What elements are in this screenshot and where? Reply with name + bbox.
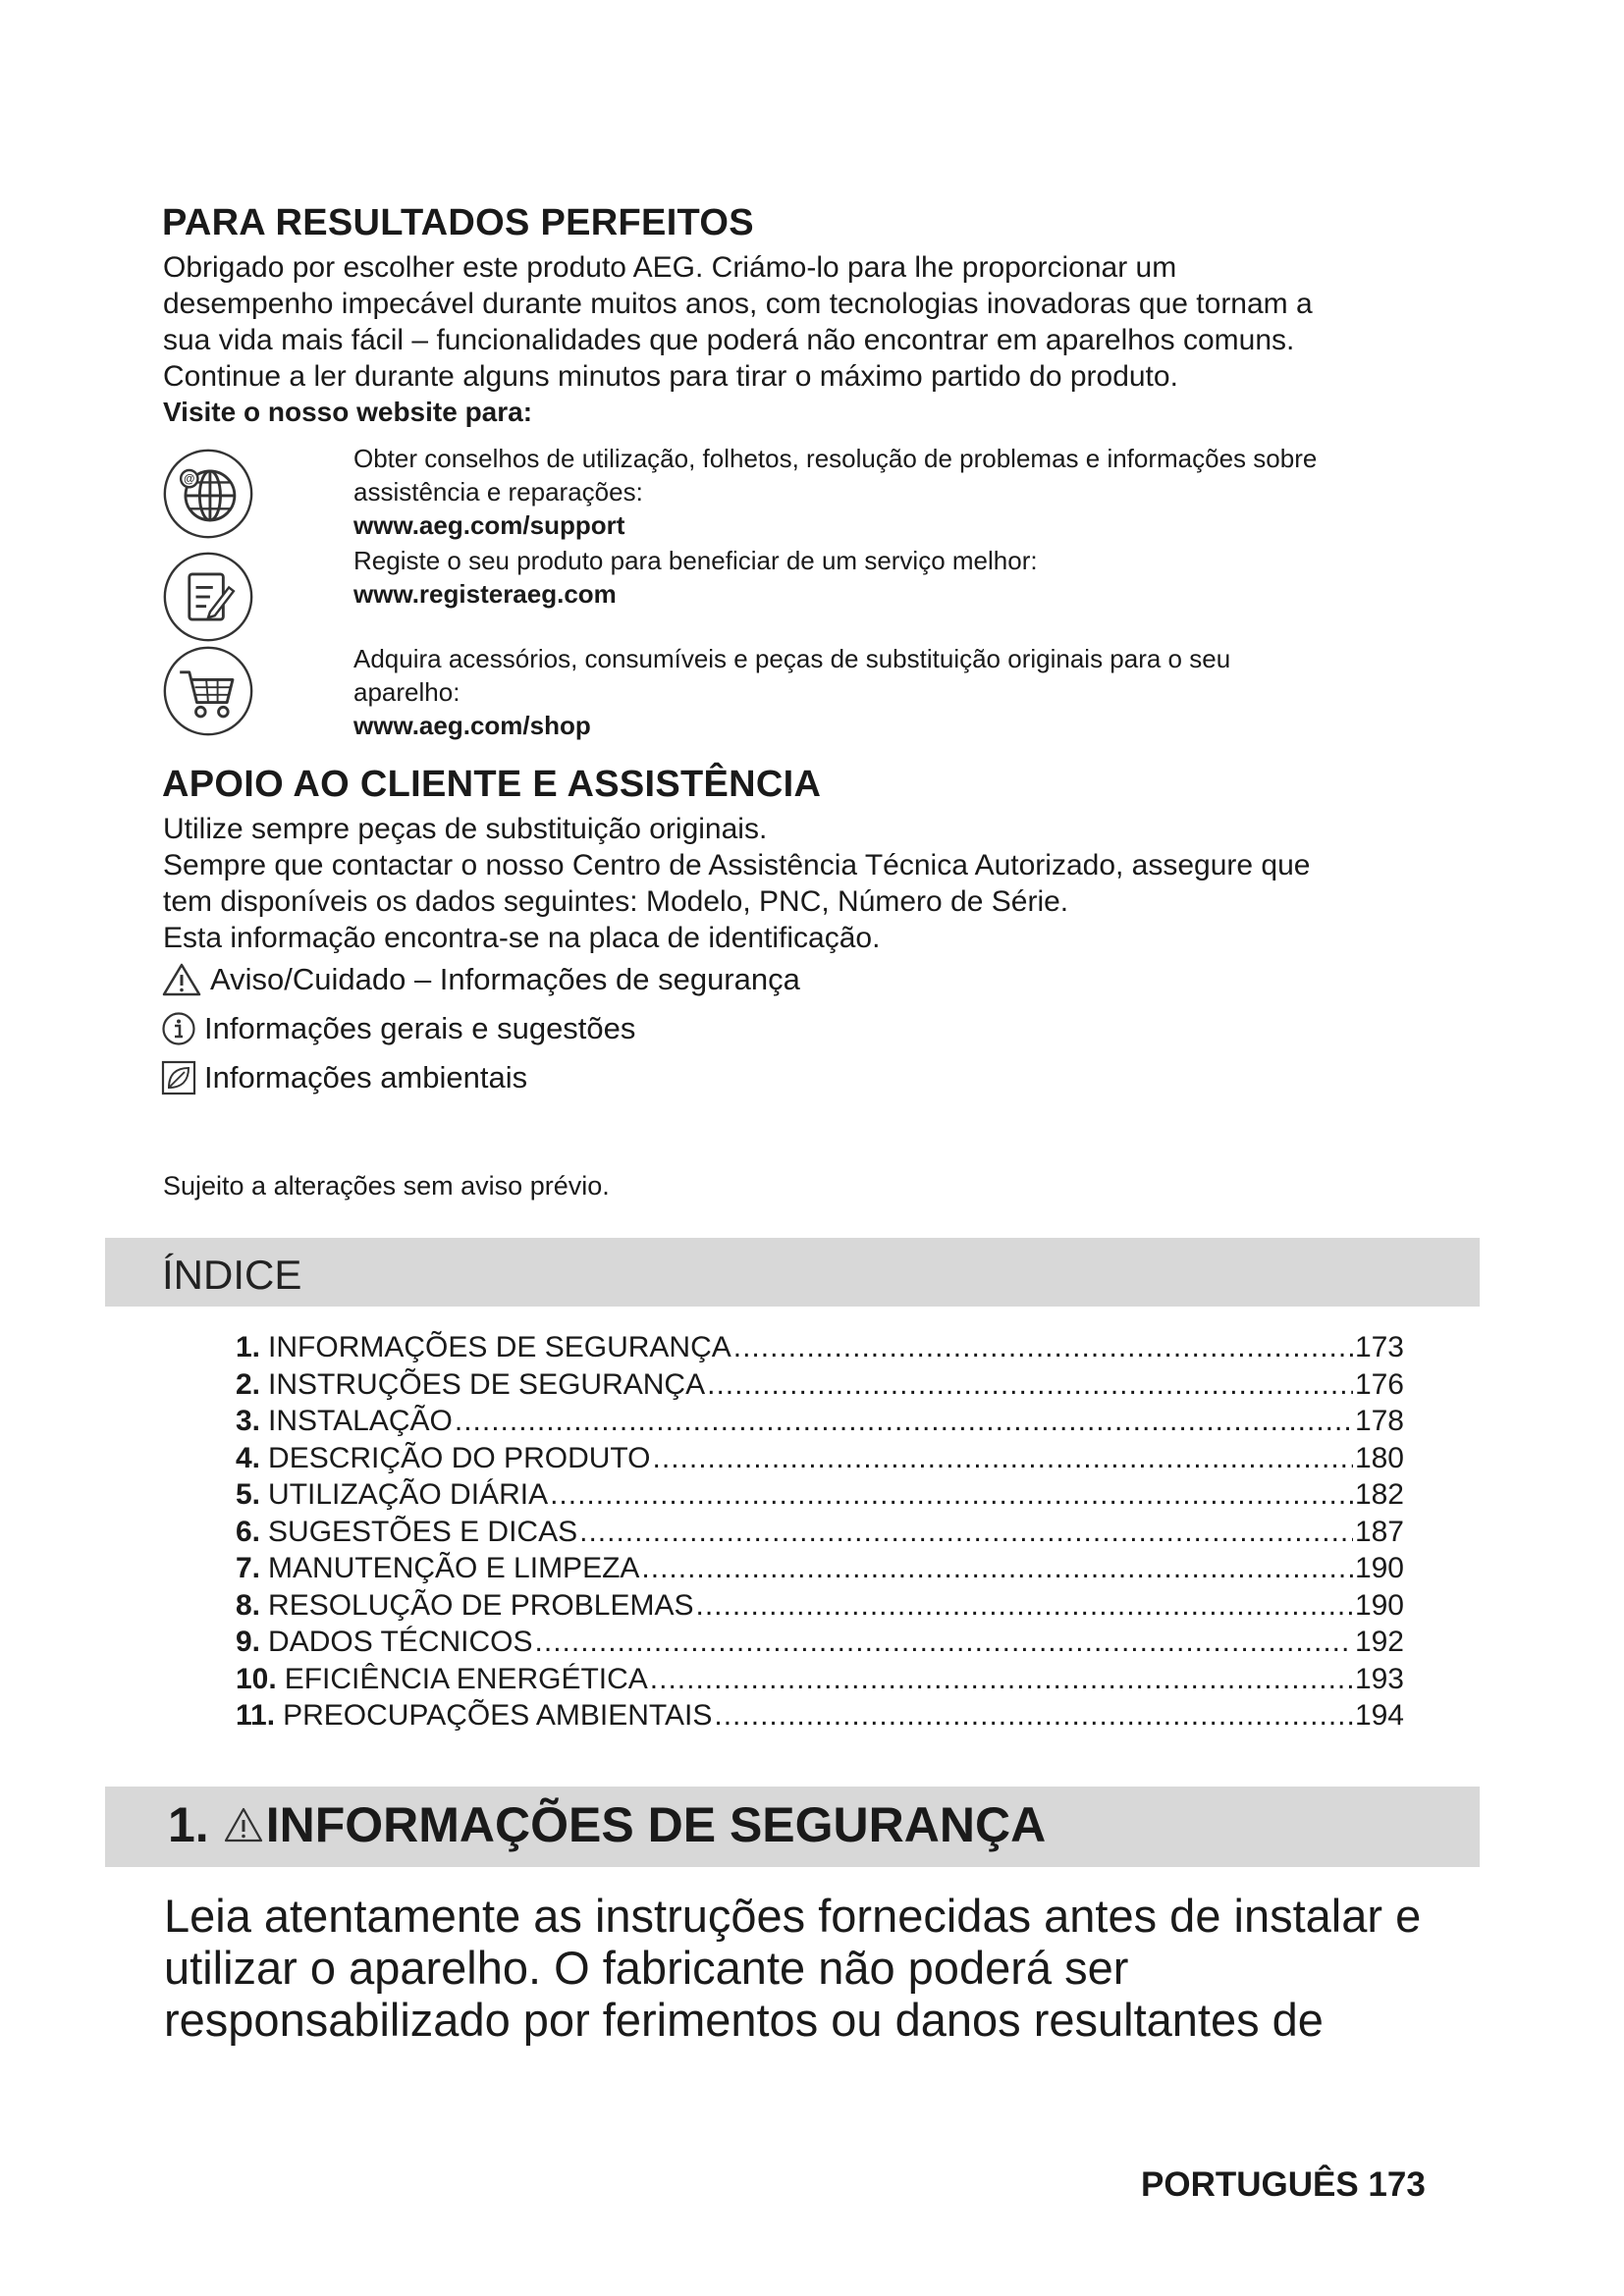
intro-line: desempenho impecável durante muitos anos, com tecnologias inovadoras que tornam a — [163, 288, 1313, 320]
toc-leader — [695, 1587, 1352, 1625]
web-item-support — [353, 442, 1483, 542]
toc-title: MANUTENÇÃO E LIMPEZA — [268, 1552, 640, 1584]
toc-item[interactable] — [236, 1476, 1404, 1514]
toc-item[interactable] — [236, 1697, 1404, 1735]
safety-line: utilizar o aparelho. O fabricante não poderá ser — [164, 1942, 1129, 1994]
toc-leader — [653, 1440, 1353, 1477]
toc-item[interactable] — [236, 1550, 1404, 1587]
toc-title: DESCRIÇÃO DO PRODUTO — [268, 1441, 651, 1474]
intro-line: sua vida mais fácil – funcionalidades que poderá não encontrar em aparelhos comuns. — [163, 324, 1295, 356]
toc-leader — [455, 1403, 1353, 1440]
safety-header-bar — [105, 1787, 1480, 1867]
toc-item[interactable] — [236, 1440, 1404, 1477]
toc-number: 3. — [236, 1405, 261, 1437]
table-of-contents — [236, 1329, 1404, 1735]
toc-title: INFORMAÇÕES DE SEGURANÇA — [268, 1331, 731, 1363]
shop-link[interactable]: www.aeg.com/shop — [353, 711, 591, 740]
support-line: Sempre que contactar o nosso Centro de Assistência Técnica Autorizado, assegure que — [163, 849, 1311, 881]
support-link[interactable]: www.aeg.com/support — [353, 510, 625, 540]
toc-number: 6. — [236, 1515, 261, 1548]
intro-line: Continue a ler durante alguns minutos para tirar o máximo partido do produto. — [163, 360, 1178, 393]
toc-leader — [550, 1476, 1353, 1514]
toc-number: 1. — [236, 1331, 261, 1363]
register-icon — [161, 550, 255, 644]
toc-title: INSTALAÇÃO — [268, 1405, 453, 1437]
visit-label: Visite o nosso website para: — [163, 397, 533, 427]
toc-number: 8. — [236, 1588, 261, 1622]
toc-title: EFICIÊNCIA ENERGÉTICA — [284, 1662, 648, 1695]
toc-leader — [579, 1514, 1353, 1551]
toc-leader — [733, 1329, 1353, 1366]
toc-page: 192 — [1354, 1626, 1404, 1658]
legend-warning — [161, 962, 800, 997]
toc-item[interactable] — [236, 1661, 1404, 1698]
toc-item[interactable] — [236, 1403, 1404, 1440]
toc-page: 187 — [1354, 1515, 1404, 1548]
toc-page: 193 — [1354, 1662, 1404, 1695]
safety-number: 1. — [168, 1797, 209, 1852]
web-item-text: Adquira acessórios, consumíveis e peças de substituição originais para o seu — [353, 644, 1231, 673]
info-icon — [161, 1011, 196, 1046]
toc-title: DADOS TÉCNICOS — [268, 1626, 533, 1658]
cart-icon — [161, 644, 255, 738]
toc-number: 9. — [236, 1626, 261, 1658]
safety-paragraph — [164, 1890, 1489, 2046]
index-header-bar — [105, 1238, 1480, 1307]
toc-leader — [714, 1697, 1353, 1735]
toc-title: RESOLUÇÃO DE PROBLEMAS — [268, 1588, 694, 1622]
safety-heading — [168, 1796, 1046, 1853]
toc-number: 5. — [236, 1478, 261, 1511]
web-item-shop — [353, 642, 1483, 742]
support-paragraph — [163, 811, 1518, 956]
heading-apoio-cliente: APOIO AO CLIENTE E ASSISTÊNCIA — [162, 764, 822, 805]
page-footer: PORTUGUÊS 173 — [1141, 2165, 1426, 2204]
toc-item[interactable] — [236, 1366, 1404, 1404]
legend-text: Aviso/Cuidado – Informações de segurança — [210, 962, 800, 996]
web-item-text: Registe o seu produto para beneficiar de um serviço melhor: — [353, 546, 1038, 575]
heading-para-resultados: PARA RESULTADOS PERFEITOS — [162, 202, 754, 243]
toc-leader — [650, 1661, 1353, 1698]
toc-title: PREOCUPAÇÕES AMBIENTAIS — [283, 1699, 713, 1732]
register-link[interactable]: www.registeraeg.com — [353, 579, 617, 609]
warning-icon — [223, 1805, 264, 1844]
toc-number: 7. — [236, 1552, 261, 1584]
safety-line: Leia atentamente as instruções fornecidas antes de instalar e — [164, 1890, 1422, 1942]
notice-text: Sujeito a alterações sem aviso prévio. — [163, 1171, 610, 1201]
support-line: tem disponíveis os dados seguintes: Modelo, PNC, Número de Série. — [163, 885, 1069, 918]
web-item-text: Obter conselhos de utilização, folhetos, resolução de problemas e informações sobre — [353, 444, 1318, 473]
svg-text:@: @ — [184, 473, 195, 486]
support-line: Utilize sempre peças de substituição originais. — [163, 813, 768, 845]
toc-title: SUGESTÕES E DICAS — [268, 1515, 578, 1548]
toc-page: 173 — [1354, 1331, 1404, 1363]
web-item-text: aparelho: — [353, 677, 460, 707]
toc-page: 190 — [1354, 1588, 1404, 1622]
toc-item[interactable] — [236, 1329, 1404, 1366]
warning-icon — [161, 962, 202, 997]
support-line: Esta informação encontra-se na placa de identificação. — [163, 922, 881, 954]
safety-title: INFORMAÇÕES DE SEGURANÇA — [265, 1797, 1047, 1852]
intro-line: Obrigado por escolher este produto AEG. Criámo-lo para lhe proporcionar um — [163, 251, 1177, 284]
toc-number: 10. — [236, 1662, 277, 1695]
safety-line: responsabilizado por ferimentos ou danos resultantes de — [164, 1994, 1324, 2046]
toc-item[interactable] — [236, 1587, 1404, 1625]
toc-leader — [535, 1624, 1353, 1661]
web-item-text: assistência e reparações: — [353, 477, 643, 507]
intro-paragraph — [163, 249, 1518, 395]
legend-environment — [161, 1060, 527, 1095]
toc-item[interactable] — [236, 1624, 1404, 1661]
environment-icon — [161, 1060, 196, 1095]
globe-icon — [161, 447, 255, 541]
toc-item[interactable] — [236, 1514, 1404, 1551]
toc-page: 176 — [1354, 1367, 1404, 1401]
toc-page: 190 — [1354, 1552, 1404, 1584]
legend-text: Informações gerais e sugestões — [204, 1011, 636, 1045]
legend-text: Informações ambientais — [204, 1060, 528, 1095]
toc-page: 182 — [1354, 1478, 1404, 1511]
toc-leader — [707, 1366, 1353, 1404]
toc-page: 180 — [1354, 1441, 1404, 1474]
toc-number: 2. — [236, 1367, 261, 1401]
toc-title: UTILIZAÇÃO DIÁRIA — [268, 1478, 549, 1511]
legend-info — [161, 1011, 635, 1046]
toc-title: INSTRUÇÕES DE SEGURANÇA — [268, 1367, 706, 1401]
toc-page: 178 — [1354, 1405, 1404, 1437]
toc-number: 4. — [236, 1441, 261, 1474]
toc-leader — [641, 1550, 1353, 1587]
toc-number: 11. — [236, 1699, 276, 1732]
toc-page: 194 — [1354, 1699, 1404, 1732]
index-title: ÍNDICE — [162, 1252, 302, 1298]
web-item-register — [353, 544, 1483, 611]
